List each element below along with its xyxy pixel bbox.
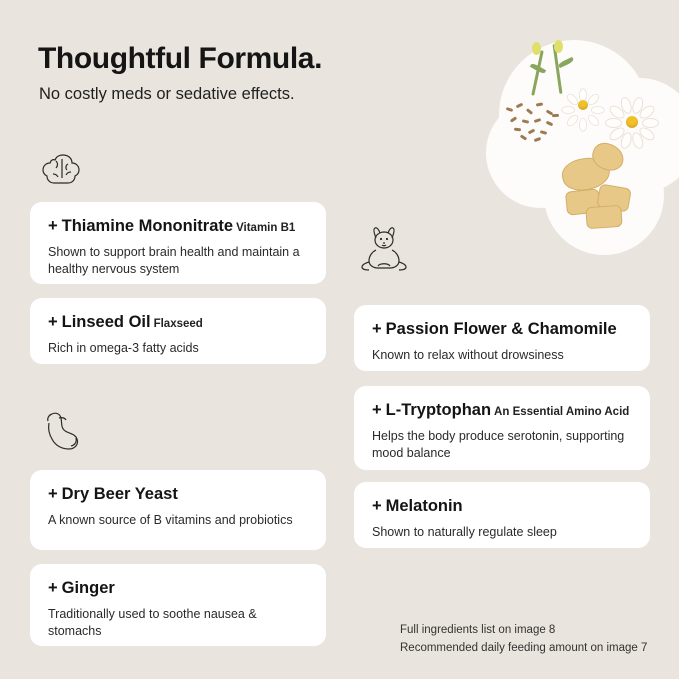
ingredient-title (372, 497, 632, 517)
plus-symbol: + (48, 579, 58, 597)
ingredient-description: Rich in omega-3 fatty acids (48, 340, 199, 355)
ingredient-description: Known to relax without drowsiness (372, 347, 564, 362)
ingredient-name: Melatonin (385, 497, 463, 515)
ingredient-name: Ginger (61, 579, 115, 597)
ingredient-name: Linseed Oil (61, 313, 151, 331)
ingredient-description: Helps the body produce serotonin, supporting mood balance (372, 428, 625, 460)
meditating-dog-icon (356, 222, 412, 281)
ingredient-card-thiamine (30, 202, 326, 284)
ingredient-card-linseed (30, 298, 326, 364)
plus-symbol: + (48, 217, 58, 235)
ingredient-card-yeast (30, 470, 326, 550)
ingredient-title (48, 313, 308, 333)
botanical-hero-image (474, 40, 679, 260)
plus-symbol: + (48, 313, 58, 331)
plus-symbol: + (48, 485, 58, 503)
page-title: Thoughtful Formula. (38, 42, 323, 75)
ingredient-description: Shown to naturally regulate sleep (372, 524, 557, 539)
ingredient-name: Thiamine Mononitrate (61, 217, 234, 235)
ingredient-description: Shown to support brain health and maintain a healthy nervous system (48, 244, 300, 276)
page-subtitle: No costly meds or sedative effects. (39, 85, 295, 103)
footnote-ingredients: Full ingredients list on image 8 (400, 624, 556, 636)
ingredient-card-ginger (30, 564, 326, 646)
chamomile-flower (560, 84, 606, 130)
plus-symbol: + (372, 320, 382, 338)
ingredient-name: L-Tryptophan (385, 401, 492, 419)
brain-icon (40, 150, 86, 193)
ingredient-name: Passion Flower & Chamomile (385, 320, 617, 338)
flower-bud (554, 40, 563, 53)
footnote-feeding: Recommended daily feeding amount on image 7 (400, 641, 648, 654)
ingredient-card-l-tryptophan (354, 386, 650, 470)
ingredient-title (48, 485, 308, 505)
ingredient-description: A known source of B vitamins and probiotics (48, 512, 293, 527)
ingredient-qualifier: Vitamin B1 (236, 222, 296, 234)
plus-symbol: + (372, 497, 382, 515)
ingredient-title (372, 320, 632, 340)
ingredient-description: Traditionally used to soothe nausea & stomachs (48, 606, 257, 638)
plus-symbol: + (372, 401, 382, 419)
ingredient-qualifier: An Essential Amino Acid (494, 406, 630, 418)
ingredient-qualifier: Flaxseed (153, 318, 203, 330)
chamomile-flower (602, 92, 662, 152)
ingredient-card-melatonin (354, 482, 650, 548)
stomach-icon (38, 408, 88, 457)
footnotes (400, 622, 647, 658)
ingredient-title (48, 579, 308, 599)
ingredient-title (48, 217, 308, 237)
ingredient-name: Dry Beer Yeast (61, 485, 178, 503)
ingredient-card-passion-flower-chamomile (354, 305, 650, 371)
flower-bud (532, 42, 541, 55)
ingredient-title (372, 401, 632, 421)
ginger-slice (585, 205, 622, 229)
